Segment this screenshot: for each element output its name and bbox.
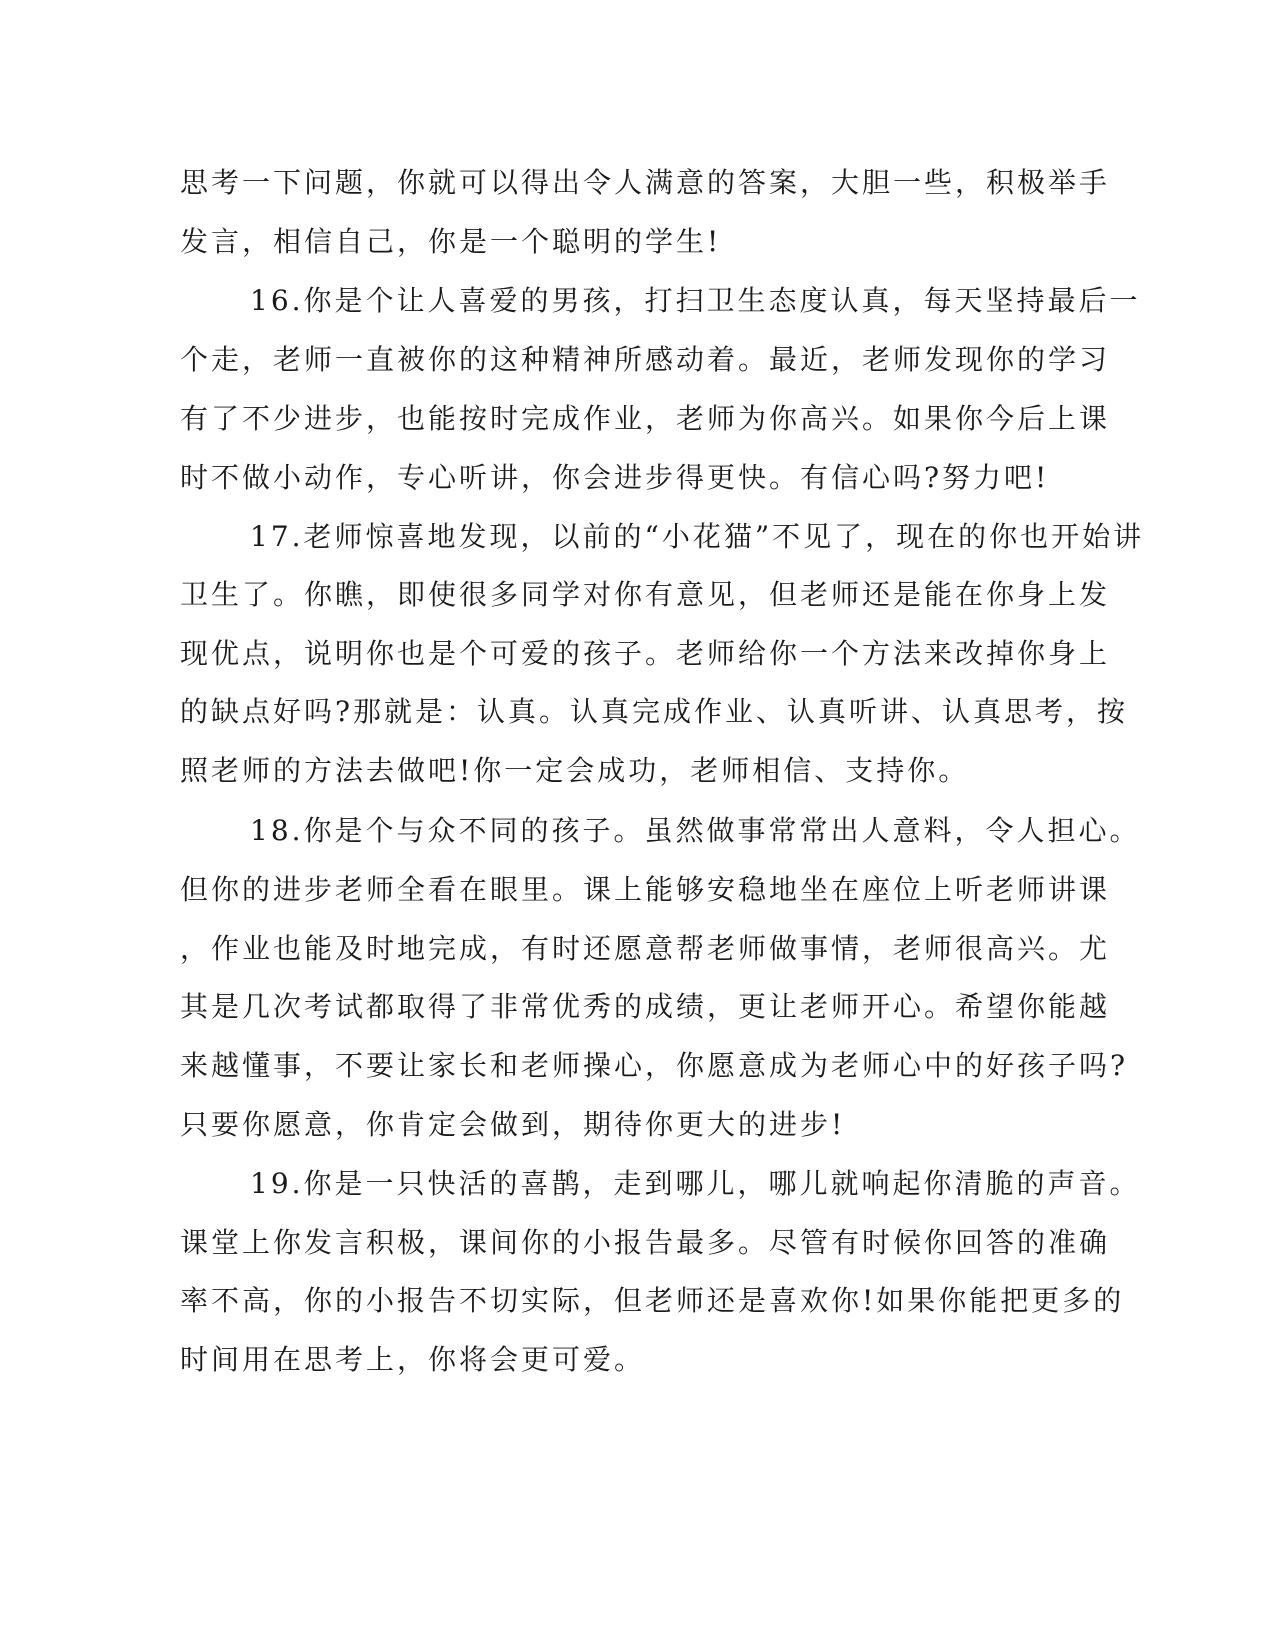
text-line: 时不做小动作，专心听讲，你会进步得更快。有信心吗?努力吧! bbox=[180, 461, 1050, 494]
text-line: 来越懂事，不要让家长和老师操心，你愿意成为老师心中的好孩子吗? bbox=[180, 1049, 1129, 1082]
text-line: 卫生了。你瞧，即使很多同学对你有意见，但老师还是能在你身上发 bbox=[180, 578, 1111, 611]
text-line: 课堂上你发言积极，课间你的小报告最多。尽管有时候你回答的准确 bbox=[180, 1226, 1111, 1259]
text-line: 率不高，你的小报告不切实际，但老师还是喜欢你!如果你能把更多的 bbox=[180, 1284, 1125, 1317]
text-line: 个走，老师一直被你的这种精神所感动着。最近，老师发现你的学习 bbox=[180, 343, 1111, 376]
text-line: 时间用在思考上，你将会更可爱。 bbox=[180, 1343, 646, 1376]
text-line: 现优点，说明你也是个可爱的孩子。老师给你一个方法来改掉你身上 bbox=[180, 637, 1111, 670]
text-line: 有了不少进步，也能按时完成作业，老师为你高兴。如果你今后上课 bbox=[180, 402, 1111, 435]
text-line: ，作业也能及时地完成，有时还愿意帮老师做事情，老师很高兴。尤 bbox=[180, 932, 1111, 965]
text-line: 照老师的方法去做吧!你一定会成功，老师相信、支持你。 bbox=[180, 754, 970, 787]
text-line: 其是几次考试都取得了非常优秀的成绩，更让老师开心。希望你能越 bbox=[180, 990, 1111, 1023]
text-line: 的缺点好吗?那就是：认真。认真完成作业、认真听讲、认真思考，按 bbox=[180, 695, 1129, 728]
text-line: 发言，相信自己，你是一个聪明的学生! bbox=[180, 225, 722, 258]
text-line: 只要你愿意，你肯定会做到，期待你更大的进步! bbox=[180, 1108, 846, 1141]
text-line: 但你的进步老师全看在眼里。课上能够安稳地坐在座位上听老师讲课 bbox=[180, 873, 1111, 906]
paragraph-17-first-line: 17.老师惊喜地发现，以前的“小花猫”不见了，现在的你也开始讲 bbox=[250, 520, 1145, 553]
text-line: 思考一下问题，你就可以得出令人满意的答案，大胆一些，积极举手 bbox=[180, 166, 1111, 199]
paragraph-19-first-line: 19.你是一只快活的喜鹊，走到哪儿，哪儿就响起你清脆的声音。 bbox=[250, 1167, 1141, 1200]
paragraph-18-first-line: 18.你是个与众不同的孩子。虽然做事常常出人意料，令人担心。 bbox=[250, 814, 1141, 847]
paragraph-16-first-line: 16.你是个让人喜爱的男孩，打扫卫生态度认真，每天坚持最后一 bbox=[250, 284, 1141, 317]
